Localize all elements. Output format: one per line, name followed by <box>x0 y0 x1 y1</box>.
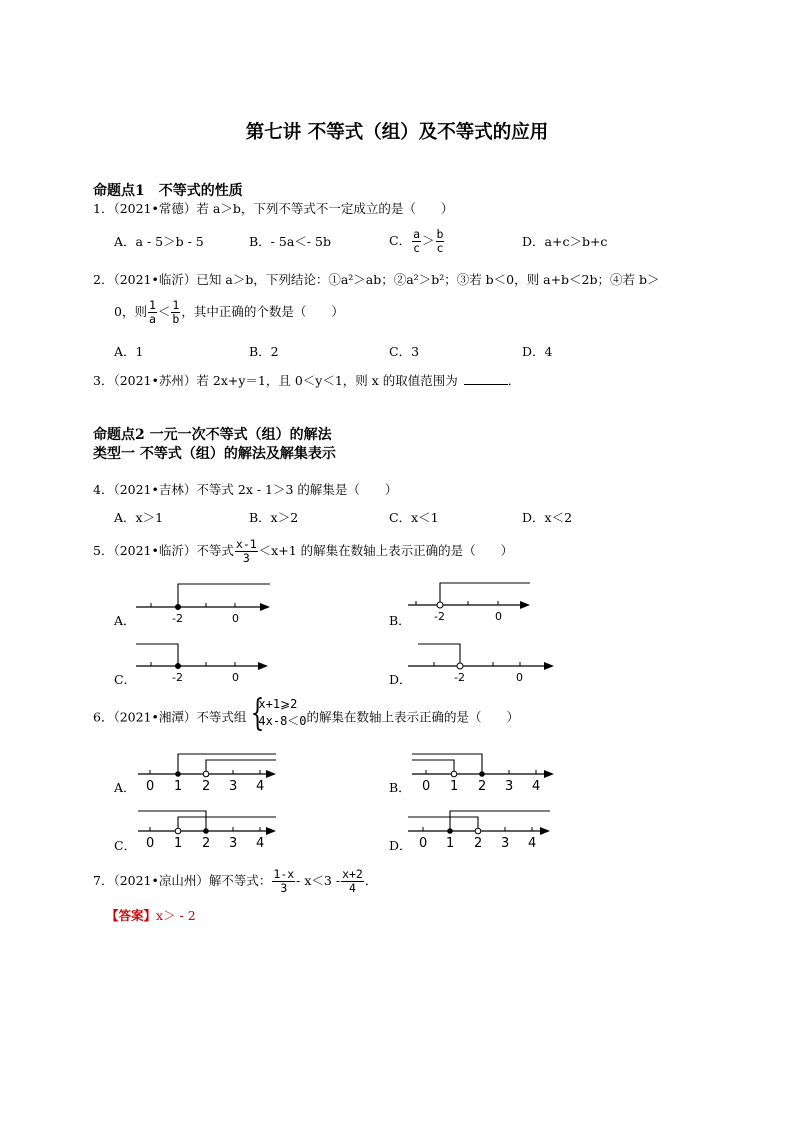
q2-relation: ＜ <box>157 304 171 319</box>
tick-label-0: 0 <box>495 610 502 623</box>
answer-value: x＞ - 2 <box>156 908 196 923</box>
tick-label-neg2: -2 <box>454 671 465 684</box>
fraction-numerator: a <box>413 227 421 241</box>
tick-label: 1 <box>174 779 183 794</box>
tick-label: 3 <box>505 779 514 794</box>
tick-label: 0 <box>146 836 155 851</box>
answer-line <box>106 908 196 924</box>
question-3 <box>93 372 520 389</box>
fraction-denominator: c <box>436 241 444 255</box>
tick-label: 2 <box>202 836 211 851</box>
tick-label: 0 <box>419 836 428 851</box>
question-2-line-1: 2．（2021•临沂）已知 a＞b，下列结论：①a²＞ab；②a²＞b²；③若 b＜0，则 a+b＜2b；④若 b＞ <box>93 272 660 287</box>
tick-label-neg2: -2 <box>172 612 183 625</box>
q6-option-b-label: B． <box>389 780 411 795</box>
q1-option-a: A．a - 5＞b - 5 <box>114 234 204 249</box>
fraction-denominator: c <box>413 241 421 255</box>
tick-label: 1 <box>450 779 459 794</box>
tick-label-neg2: -2 <box>434 610 445 623</box>
q1-c-fraction-2 <box>436 228 445 255</box>
question-3-stem: 3．（2021•苏州）若 2x+y＝1，且 0＜y＜1，则 x 的取值范围为 <box>93 373 458 388</box>
q7-middle: - x＜3 - <box>296 873 341 888</box>
fraction-denominator: 4 <box>349 881 356 895</box>
q4-option-d: D．x＜2 <box>522 510 573 525</box>
tick-label: 1 <box>446 836 455 851</box>
q6-tick-labels <box>146 836 264 851</box>
q1-option-c-label: C． <box>389 233 412 248</box>
q6-prefix: 6．（2021•湘潭）不等式组 <box>93 709 247 725</box>
q2-line2-suffix: ，其中正确的个数是（ ） <box>181 304 344 319</box>
q2-option-b: B．2 <box>249 344 279 359</box>
q2-option-a: A．1 <box>114 344 144 359</box>
tick-label: 4 <box>256 779 265 794</box>
q5-option-d-label: D． <box>389 672 412 687</box>
q5-option-b-label: B． <box>389 613 411 628</box>
tick-label: 1 <box>174 836 183 851</box>
q6-option-a-label: A． <box>114 780 136 795</box>
q2-option-c: C．3 <box>389 344 420 359</box>
fraction-numerator: b <box>436 227 444 241</box>
q6-option-c-label: C． <box>114 838 137 853</box>
q5-number-line-c <box>136 639 276 687</box>
section-heading-2: 命题点2 一元一次不等式（组）的解法 <box>93 427 332 443</box>
q7-fraction-2 <box>341 868 364 895</box>
fraction-numerator: 1 <box>172 298 180 312</box>
q6-number-line-b <box>412 750 558 796</box>
fraction-denominator: 3 <box>280 881 288 895</box>
tick-label: 4 <box>528 836 537 851</box>
q6-number-line-c <box>138 807 278 853</box>
question-3-tail: ． <box>507 373 521 388</box>
tick-label-0: 0 <box>232 612 239 625</box>
q1-c-relation: ＞ <box>422 233 435 248</box>
question-6-stem <box>93 693 520 734</box>
tick-label: 2 <box>202 779 211 794</box>
fraction-denominator: b <box>172 312 180 326</box>
tick-label: 3 <box>229 779 238 794</box>
tick-label: 3 <box>229 836 238 851</box>
tick-label-neg2: -2 <box>172 671 183 684</box>
tick-label: 4 <box>256 836 265 851</box>
answer-blank[interactable] <box>464 372 508 385</box>
q1-c-fraction-1 <box>412 228 421 255</box>
fraction-numerator: x-1 <box>235 537 257 551</box>
system-row-1: x+1⩾2 <box>258 697 298 711</box>
q5-fraction <box>235 538 258 565</box>
q7-prefix: 7．（2021•凉山州）解不等式： <box>93 873 272 888</box>
q6-number-line-a <box>138 750 278 796</box>
fraction-numerator: 1-x <box>273 867 295 881</box>
question-1-stem: 1．（2021•常德）若 a＞b，下列不等式不一定成立的是（ ） <box>93 201 454 216</box>
q1-option-c <box>389 228 445 255</box>
tick-label-0: 0 <box>232 671 239 684</box>
tick-label-0: 0 <box>516 671 523 684</box>
q2-fraction-1 <box>148 299 157 326</box>
q4-option-c: C．x＜1 <box>389 510 439 525</box>
q6-number-line-d <box>408 807 554 853</box>
q4-option-a: A．x＞1 <box>114 510 164 525</box>
q7-fraction-1 <box>272 868 295 895</box>
question-4-stem: 4．（2021•吉林）不等式 2x - 1＞3 的解集是（ ） <box>93 482 398 497</box>
answer-tag: 【答案】 <box>106 908 157 923</box>
fraction-denominator: 3 <box>242 551 250 565</box>
tick-label: 0 <box>422 779 431 794</box>
q2-line2-prefix: 0，则 <box>114 304 147 319</box>
q6-suffix: 的解集在数轴上表示正确的是（ ） <box>306 709 520 725</box>
q5-number-line-b <box>408 578 538 626</box>
page-title: 第七讲 不等式（组）及不等式的应用 <box>245 122 549 143</box>
q5-number-line-d <box>408 639 558 687</box>
q2-option-d: D．4 <box>522 344 553 359</box>
tick-label: 3 <box>501 836 510 851</box>
section-heading-1: 命题点1 不等式的性质 <box>93 183 243 199</box>
q4-option-b: B．x＞2 <box>249 510 299 525</box>
q1-option-d: D．a+c＞b+c <box>522 234 608 249</box>
fraction-numerator: x+2 <box>342 867 363 881</box>
brace-icon: { <box>250 693 265 734</box>
inequality-system <box>246 693 307 734</box>
q5-number-line-a <box>136 578 276 626</box>
question-2-line-2 <box>114 299 344 326</box>
fraction-numerator: 1 <box>148 298 156 312</box>
q1-option-b: B．- 5a＜- 5b <box>249 234 331 249</box>
q5-prefix: 5．（2021•临沂）不等式 <box>93 543 234 558</box>
tick-label: 4 <box>532 779 541 794</box>
tick-label: 2 <box>474 836 483 851</box>
tick-label: 2 <box>478 779 487 794</box>
q5-suffix: ＜x+1 的解集在数轴上表示正确的是（ ） <box>258 543 514 558</box>
tick-label: 0 <box>146 779 155 794</box>
q7-tail: ． <box>364 873 378 888</box>
section-subheading: 类型一 不等式（组）的解法及解集表示 <box>93 446 336 462</box>
q5-option-c-label: C． <box>114 672 137 687</box>
q2-fraction-2 <box>171 299 180 326</box>
q6-tick-labels <box>146 779 264 794</box>
q5-option-a-label: A． <box>114 613 136 628</box>
system-row-2: 4x-8＜0 <box>258 714 307 728</box>
question-5-stem <box>93 538 513 565</box>
q6-tick-labels <box>419 836 536 851</box>
q6-option-d-label: D． <box>389 838 412 853</box>
fraction-denominator: a <box>148 312 156 326</box>
q6-tick-labels <box>422 779 540 794</box>
question-7 <box>93 868 377 895</box>
